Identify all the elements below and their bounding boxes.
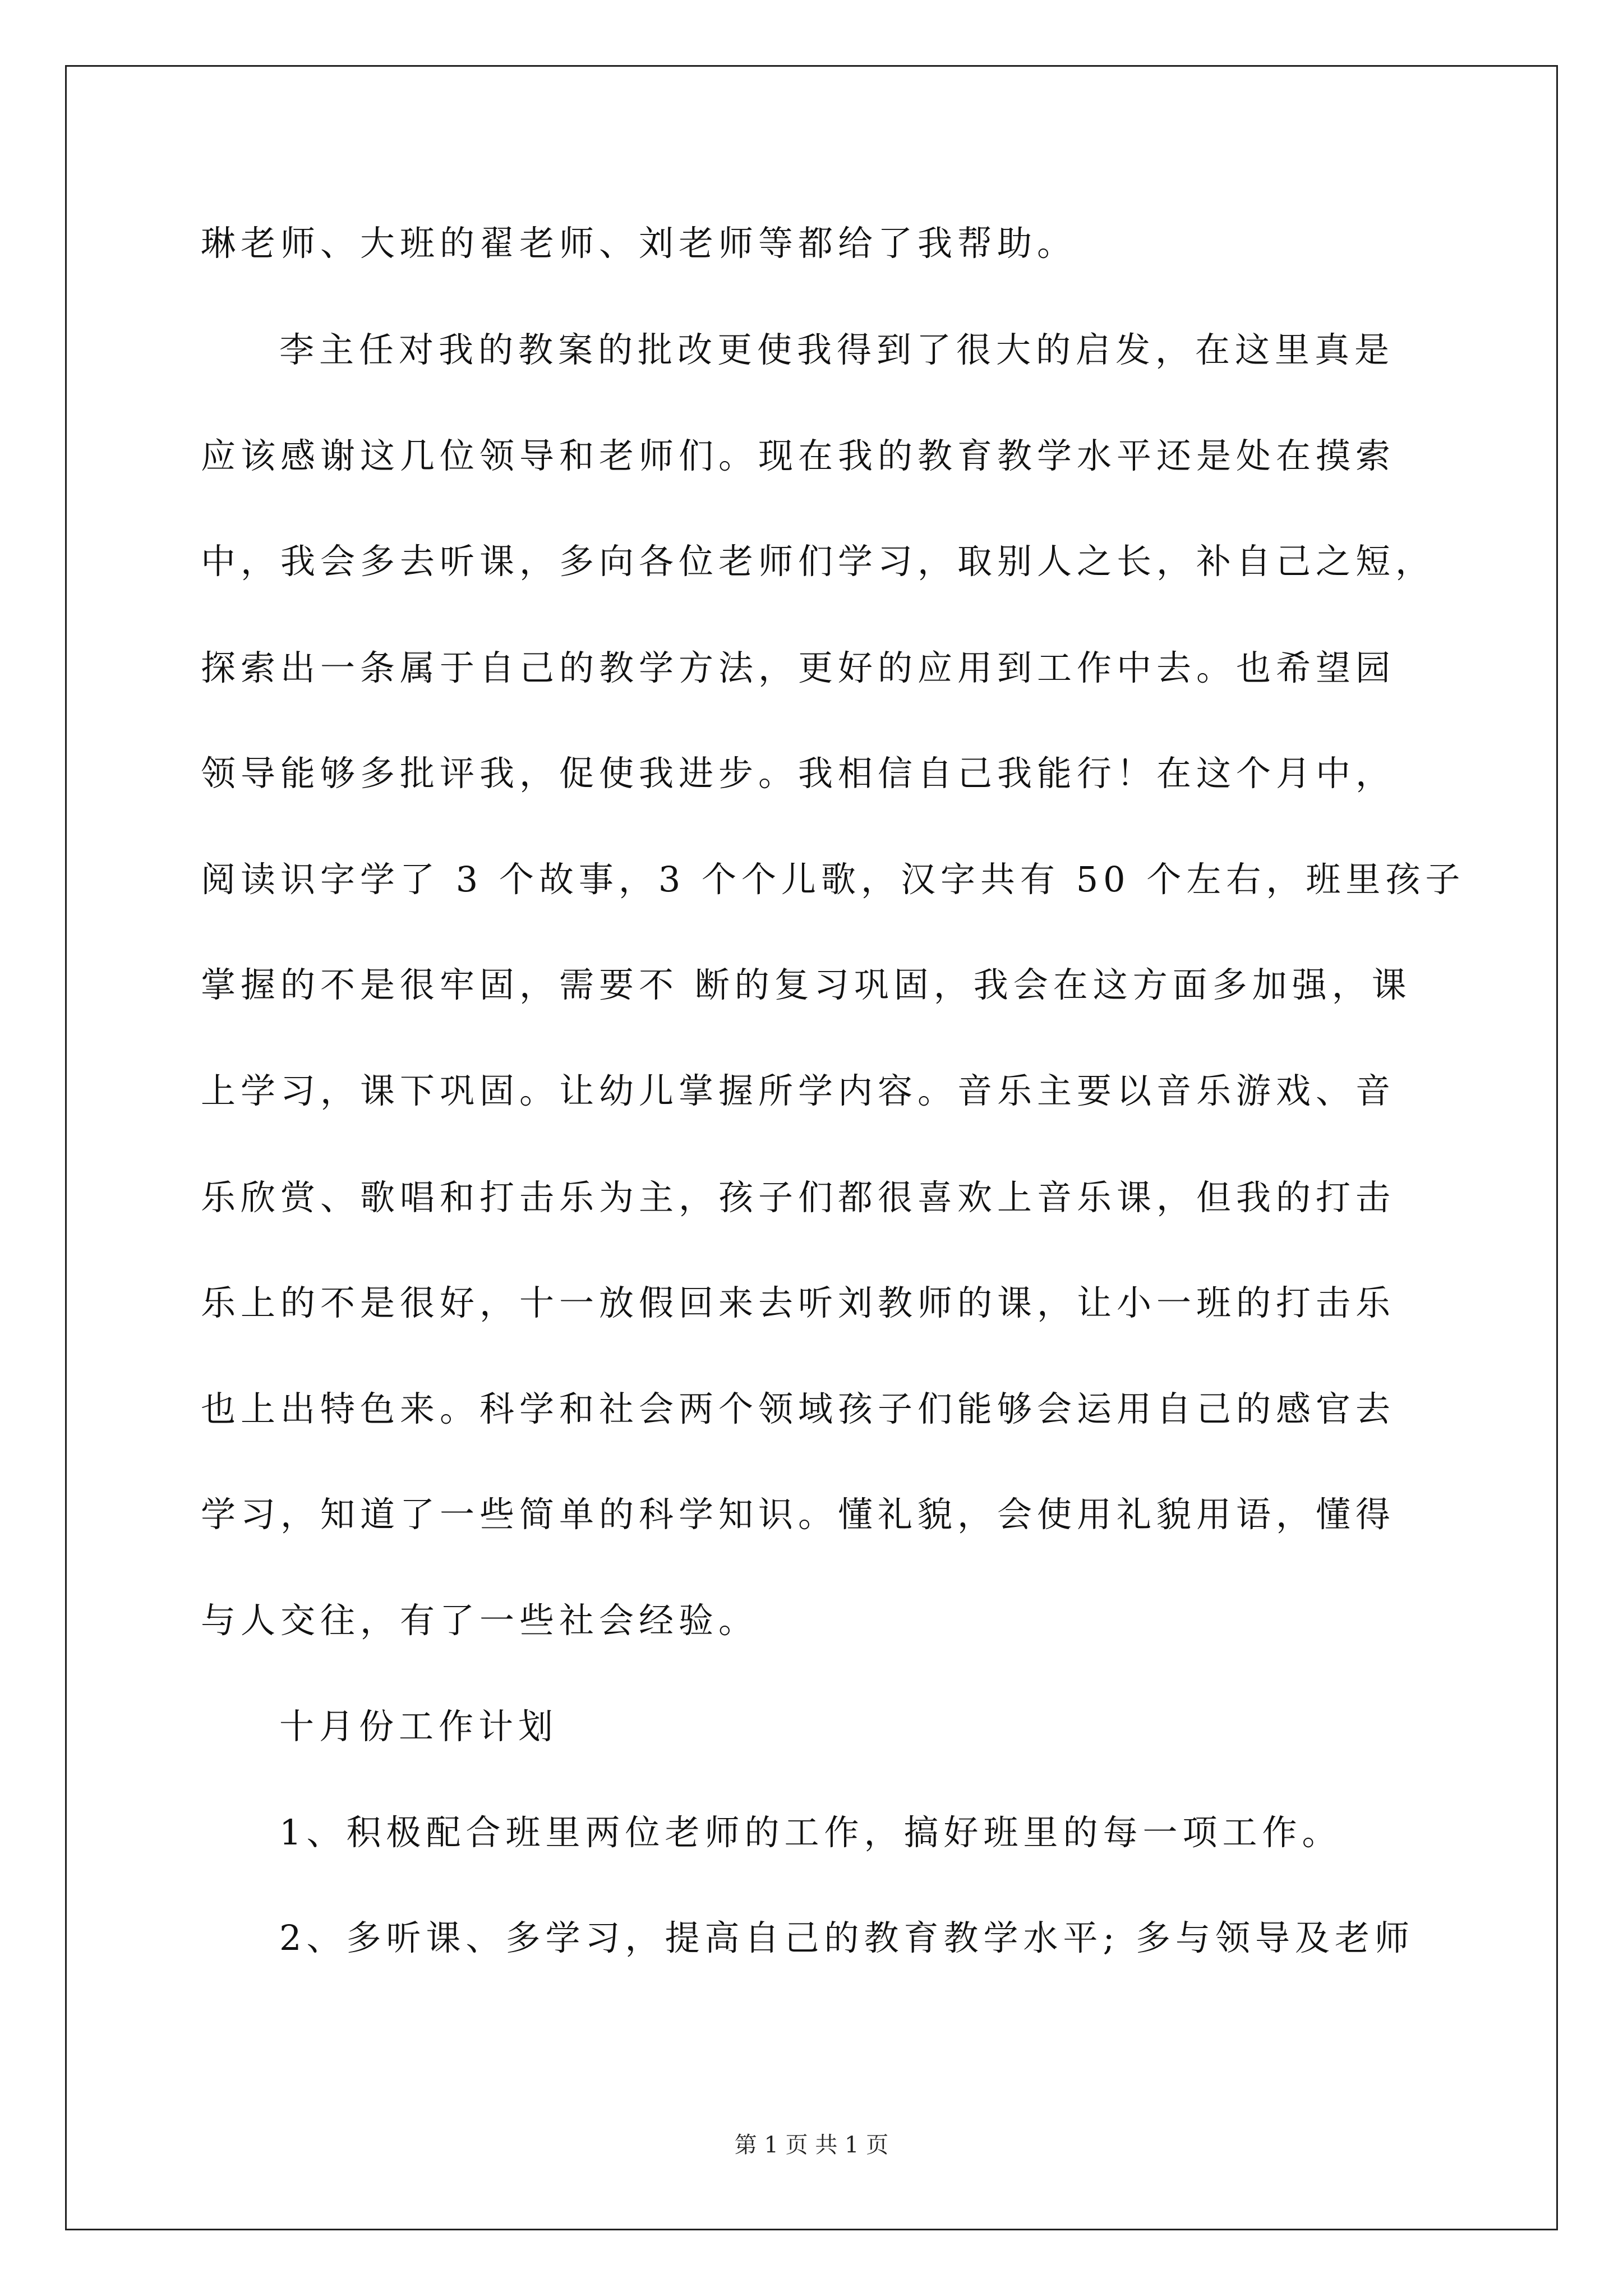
text-line: 2、多听课、多学习，提高自己的教育教学水平; 多与领导及老师 [279, 1917, 1415, 1958]
text-line: 乐上的不是很好，十一放假回来去听刘教师的课，让小一班的打击乐 [201, 1282, 1396, 1323]
section-heading: 十月份工作计划 [279, 1706, 559, 1747]
text-line: 阅读识字学了 3 个故事，3 个个儿歌，汉字共有 50 个左右，班里孩子 [201, 859, 1465, 900]
text-line: 琳老师、大班的翟老师、刘老师等都给了我帮助。 [201, 223, 1077, 264]
page-footer: 第 1 页 共 1 页 [734, 2132, 889, 2158]
text-line: 中，我会多去听课，多向各位老师们学习，取别人之长，补自己之短， [201, 541, 1436, 582]
page-border [65, 65, 1558, 2230]
text-line: 学习，知道了一些简单的科学知识。懂礼貌，会使用礼貌用语，懂得 [201, 1494, 1396, 1535]
text-line: 与人交往，有了一些社会经验。 [201, 1600, 759, 1641]
text-line: 上学习，课下巩固。让幼儿掌握所学内容。音乐主要以音乐游戏、音 [201, 1070, 1396, 1111]
text-line: 李主任对我的教案的批改更使我得到了很大的启发，在这里真是 [279, 329, 1395, 370]
text-line: 应该感谢这几位领导和老师们。现在我的教育教学水平还是处在摸索 [201, 435, 1396, 476]
text-line: 也上出特色来。科学和社会两个领域孩子们能够会运用自己的感官去 [201, 1388, 1396, 1429]
text-line: 领导能够多批评我，促使我进步。我相信自己我能行！在这个月中， [201, 753, 1396, 794]
text-line: 探索出一条属于自己的教学方法，更好的应用到工作中去。也希望园 [201, 647, 1396, 688]
text-line: 1、积极配合班里两位老师的工作，搞好班里的每一项工作。 [279, 1812, 1342, 1853]
text-line: 乐欣赏、歌唱和打击乐为主，孩子们都很喜欢上音乐课，但我的打击 [201, 1177, 1396, 1218]
text-line: 掌握的不是很牢固，需要不 断的复习巩固，我会在这方面多加强，课 [201, 964, 1412, 1005]
